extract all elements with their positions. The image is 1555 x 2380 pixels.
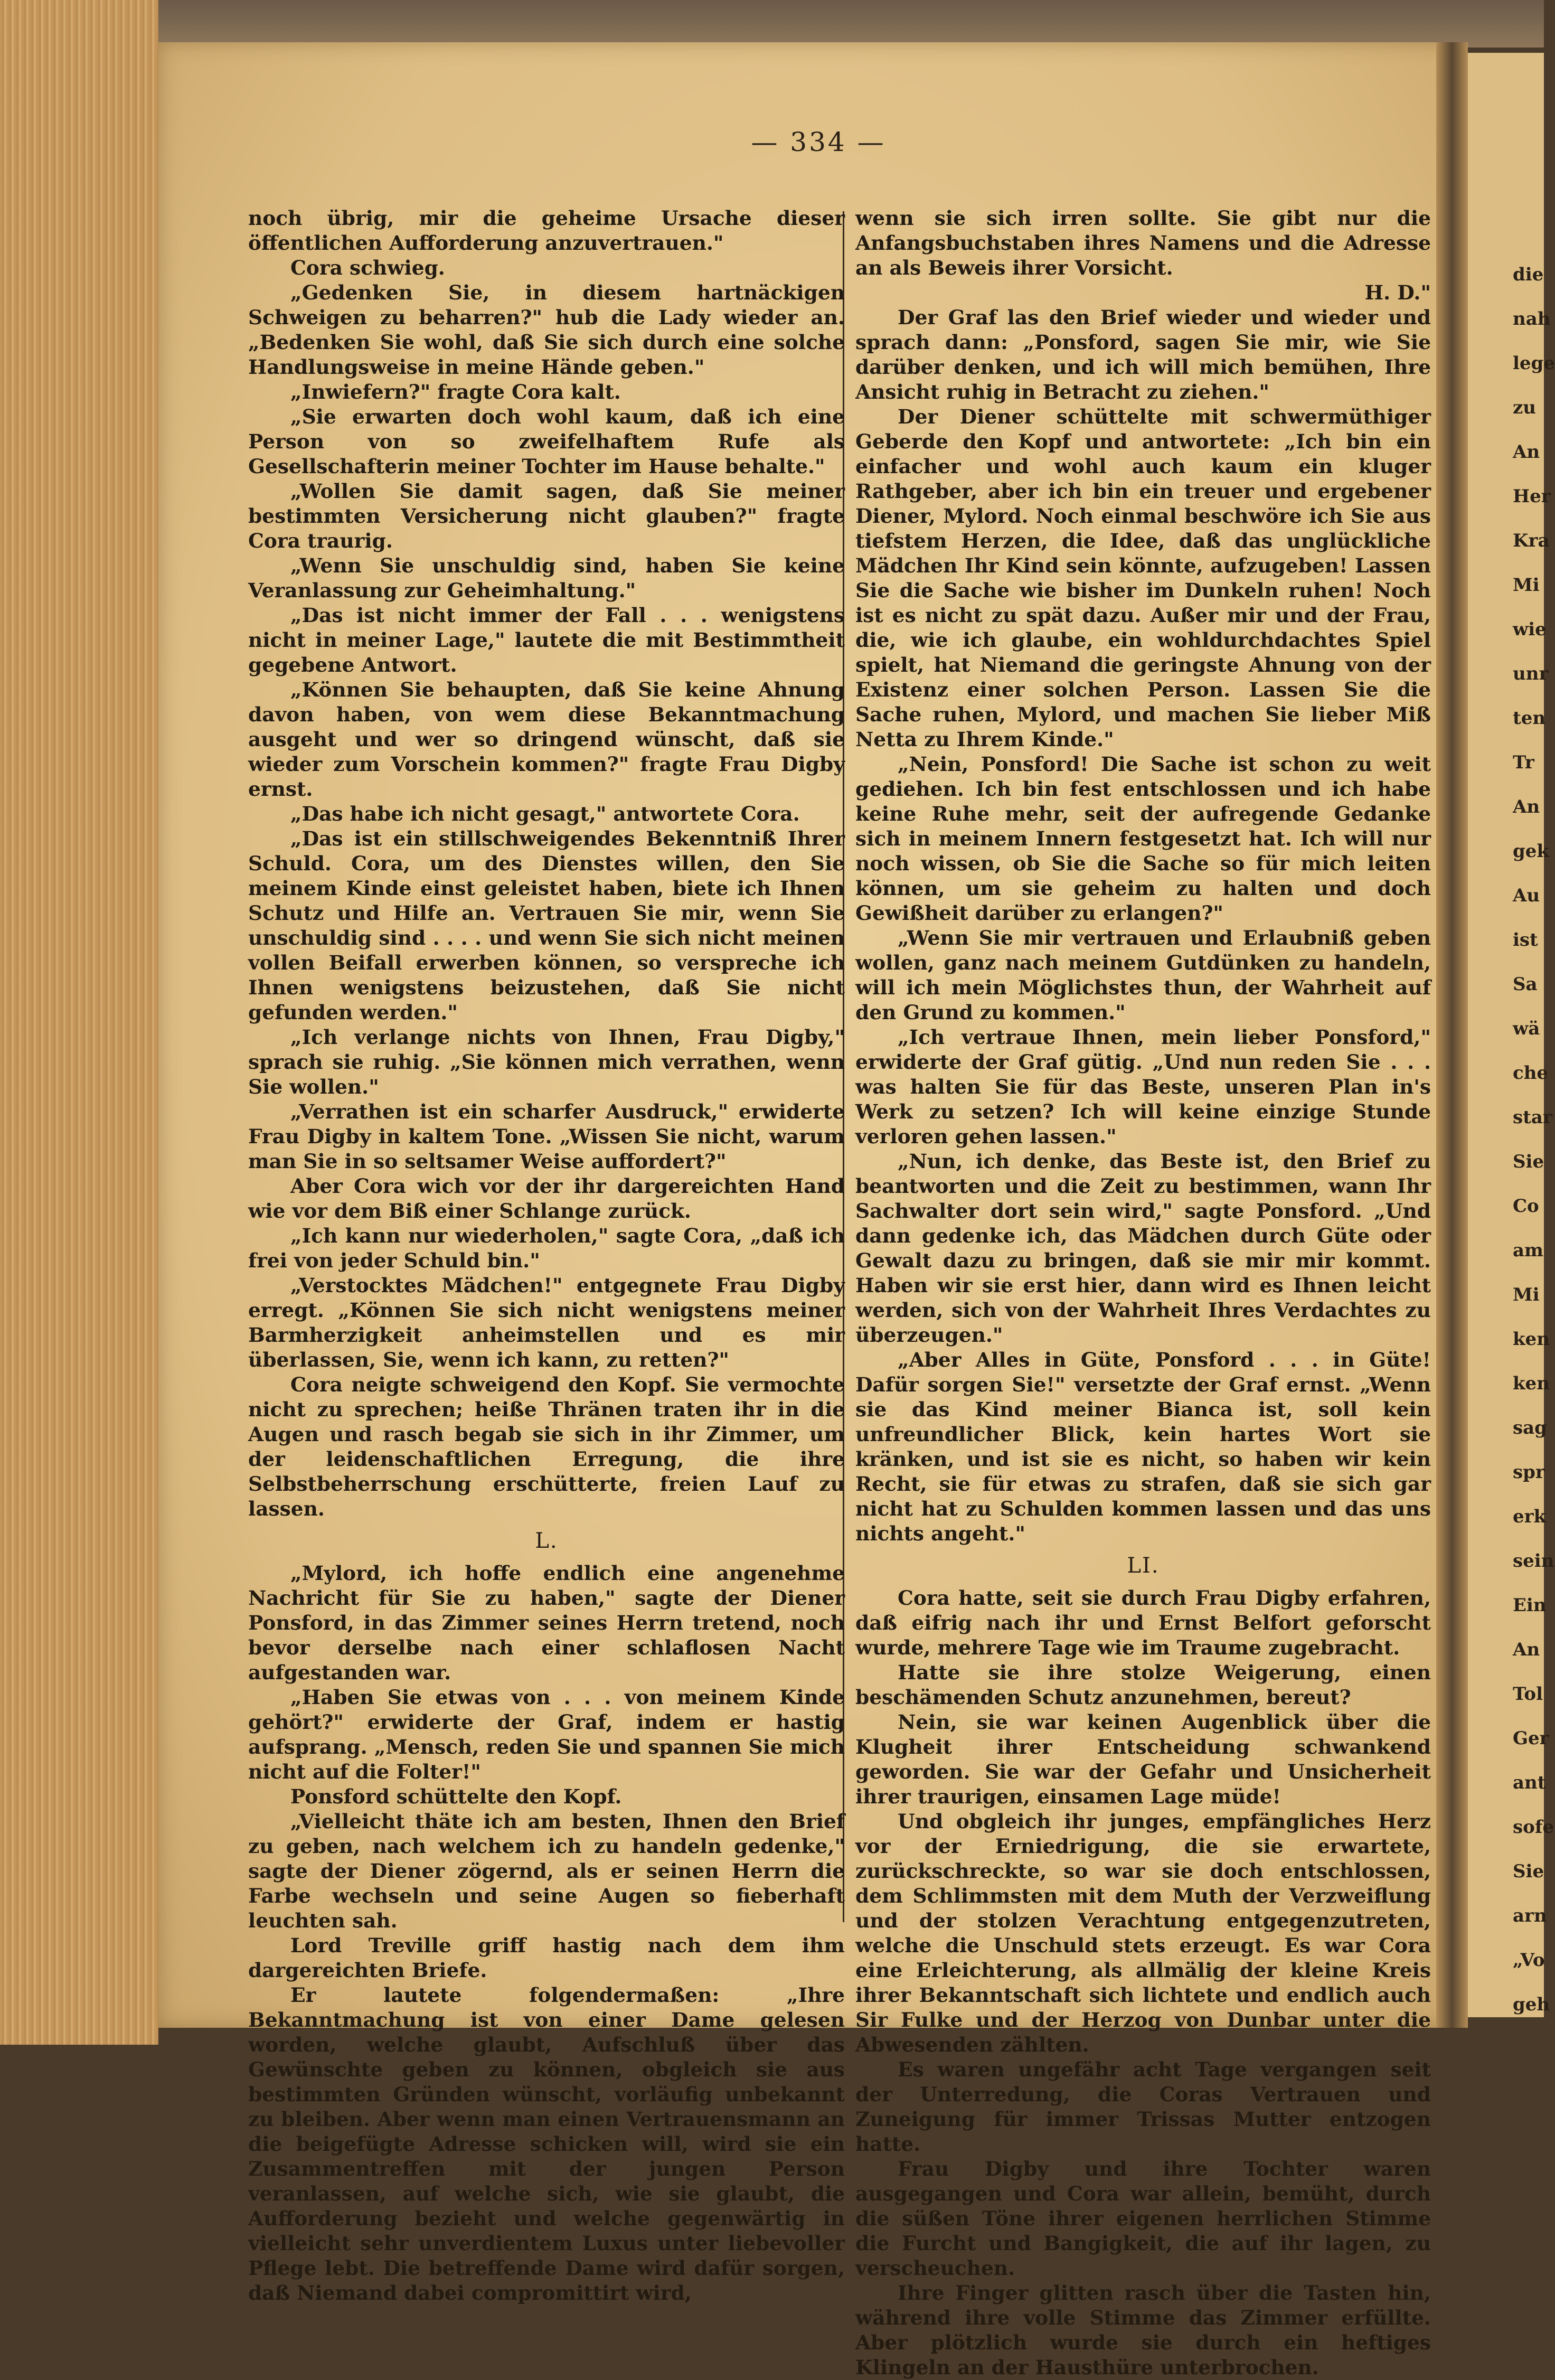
next-page-word: Sie [1513, 1861, 1544, 1882]
paragraph: „Vielleicht thäte ich am besten, Ihnen den Brief zu geben, nach welchem ich zu handeln gedenke," sagte der Diener zögernd, als er seinen Herrn die Farbe wechseln und seine Augen so fieberhaft leuchten sah. [248, 1810, 845, 1932]
next-page-word: wä [1513, 1018, 1540, 1039]
next-page-word: sofe [1513, 1817, 1554, 1838]
paragraph: wenn sie sich irren sollte. Sie gibt nur die Anfangsbuchstaben ihres Namens und die Adresse an als Beweis ihrer Vorsicht. [855, 206, 1431, 279]
paragraph: „Nein, Ponsford! Die Sache ist schon zu weit gediehen. Ich bin fest entschlossen und ich habe keine Ruhe mehr, seit der aufregende Gedanke sich in meinem Innern festgesetzt hat. Ich will nur noch wissen, ob Sie die Sache so für mich leiten können, um sie geheim zu halten und doch Gewißheit darüber zu erlangen?" [855, 752, 1431, 925]
left-text-column [248, 206, 845, 2304]
next-page-word: Sa [1513, 974, 1538, 995]
next-page-word: star [1513, 1107, 1552, 1128]
paragraph: Ponsford schüttelte den Kopf. [290, 1785, 622, 1808]
next-page-word: unr [1513, 663, 1549, 684]
paragraph: Frau Digby und ihre Tochter waren ausgegangen und Cora war allein, bemüht, durch die süßen Töne ihrer eigenen herrlichen Stimme die Furcht und Bangigkeit, die auf ihr lagen, zu verscheuchen. [855, 2157, 1431, 2280]
paragraph: „Ich vertraue Ihnen, mein lieber Ponsford," erwiderte der Graf gütig. „Und nun reden Sie . . . was halten Sie für das Beste, unseren Plan in's Werk zu setzen? Ich will keine einzige Stunde verloren gehen lassen." [855, 1026, 1431, 1148]
paragraph: „Mylord, ich hoffe endlich eine angenehme Nachricht für Sie zu haben," sagte der Diener Ponsford, in das Zimmer seines Herrn tretend, noch bevor derselbe nach einer schlaflosen Nacht aufgestanden war. [248, 1561, 845, 1684]
paragraph: Nein, sie war keinen Augenblick über die Klugheit ihrer Entscheidung schwankend geworden. Sie war der Gefahr und Unsicherheit ihrer traurigen, einsamen Lage müde! [855, 1710, 1431, 1808]
next-page-word: Mi [1513, 1284, 1540, 1305]
next-page-word: am [1513, 1240, 1544, 1261]
book-page-edges [0, 0, 158, 2045]
book-gutter [1436, 42, 1468, 2028]
paragraph: „Wenn Sie unschuldig sind, haben Sie keine Veranlassung zur Geheimhaltung." [248, 554, 845, 602]
paragraph: Er lautete folgendermaßen: „Ihre Bekanntmachung ist von einer Dame gelesen worden, welche glaubt, Aufschluß über das Gewünschte geben zu können, obgleich sie aus bestimmten Gründen wünscht, vorläufig unbekannt zu bleiben. Aber wenn man einen Vertrauensmann an die beigefügte Adresse schicken will, wird sie ein Zusammentreffen mit der jungen Person veranlassen, auf welche sich, wie sie glaubt, die Aufforderung bezieht und welche gegenwärtig in vielleicht sehr unverdientem Luxus unter liebevoller Pflege lebt. Die betreffende Dame wird dafür sorgen, daß Niemand dabei compromittirt wird, [248, 1983, 845, 2304]
next-page-word: lege [1513, 353, 1555, 374]
next-page-word: Mi [1513, 575, 1540, 596]
next-page-word: Sie [1513, 1151, 1544, 1172]
next-page-word: sein [1513, 1550, 1554, 1572]
paragraph: Der Graf las den Brief wieder und wieder und sprach dann: „Ponsford, sagen Sie mir, wie Sie darüber denken, und ich will mich bemühen, Ihre Ansicht ruhig in Betracht zu ziehen." [855, 306, 1431, 403]
next-page-word: Kra [1513, 530, 1550, 551]
next-page-word: ten [1513, 708, 1546, 729]
paragraph: „Wollen Sie damit sagen, daß Sie meiner bestimmten Versicherung nicht glauben?" fragte Cora traurig. [248, 479, 845, 552]
next-page-word: nah [1513, 308, 1551, 330]
paragraph: Lord Treville griff hastig nach dem ihm dargereichten Briefe. [248, 1934, 845, 1982]
next-page-word: ist [1513, 929, 1538, 951]
paragraph: „Das ist nicht immer der Fall . . . wenigstens nicht in meiner Lage," lautete die mit Bestimmtheit gegebene Antwort. [248, 604, 845, 676]
paragraph: Es waren ungefähr acht Tage vergangen seit der Unterredung, die Coras Vertrauen und Zuneigung für immer Trissas Mutter entzogen hatte. [855, 2058, 1431, 2156]
next-page-word: Her [1513, 486, 1551, 507]
paragraph: Aber Cora wich vor der ihr dargereichten Hand wie vor dem Biß einer Schlange zurück. [248, 1174, 845, 1222]
next-page-word: Ger [1513, 1728, 1549, 1749]
paragraph: „Verrathen ist ein scharfer Ausdruck," erwiderte Frau Digby in kaltem Tone. „Wissen Sie nicht, warum man Sie in so seltsamer Weise auffordert?" [248, 1100, 845, 1173]
paragraph: Cora schwieg. [290, 256, 445, 279]
next-page-word: zu [1513, 397, 1537, 418]
next-page-word: spr [1513, 1462, 1545, 1483]
next-page-word: die [1513, 264, 1544, 285]
paragraph: Cora neigte schweigend den Kopf. Sie vermochte nicht zu sprechen; heiße Thränen traten ihr in die Augen und rasch begab sie sich in ihr Zimmer, um der leidenschaftlichen Erregung, die ihre Selbstbeherrschung erschütterte, freien Lauf zu lassen. [248, 1373, 845, 1520]
letter-signature: H. D." [1364, 281, 1431, 304]
paragraph: „Können Sie behaupten, daß Sie keine Ahnung davon haben, von wem diese Bekanntmachung ausgeht und wer so dringend wünscht, daß sie wieder zum Vorschein kommen?" fragte Frau Digby ernst. [248, 678, 845, 801]
paragraph: „Ich kann nur wiederholen," sagte Cora, „daß ich frei von jeder Schuld bin." [248, 1224, 845, 1272]
paragraph: Ihre Finger glitten rasch über die Tasten hin, während ihre volle Stimme das Zimmer erfüllte. Aber plötzlich wurde sie durch ein heftiges Klingeln an der Hausthüre unterbrochen. [855, 2281, 1431, 2379]
chapter-heading: LI. [1127, 1554, 1160, 1578]
next-page-word: Au [1513, 885, 1540, 906]
next-page-word: wie [1513, 619, 1547, 640]
right-text-column [855, 206, 1431, 2379]
next-page-word: erk [1513, 1506, 1547, 1527]
paragraph: Der Diener schüttelte mit schwermüthiger Geberde den Kopf und antwortete: „Ich bin ein einfacher und wohl auch kaum ein kluger Rathgeber, aber ich bin ein treuer und ergebener Diener, Mylord. Noch einmal beschwöre ich Sie aus tiefstem Herzen, die Idee, daß das unglückliche Mädchen Ihr Kind sein könnte, aufzugeben! Lassen Sie die Sache wie bisher im Dunkeln ruhen! Noch ist es nicht zu spät dazu. Außer mir und der Frau, die, wie ich glaube, ein wohldurchdachtes Spiel spielt, hat Niemand die geringste Ahnung von der Existenz einer solchen Person. Lassen Sie die Sache ruhen, Mylord, und machen Sie lieber Miß Netta zu Ihrem Kinde." [855, 405, 1431, 751]
page-number: — 334 — [751, 127, 886, 157]
next-page-word: Co [1513, 1196, 1539, 1217]
next-page-word: ant [1513, 1772, 1546, 1793]
paragraph: „Ich verlange nichts von Ihnen, Frau Digby," sprach sie ruhig. „Sie können mich verrathen, wenn Sie wollen." [248, 1026, 845, 1098]
next-page-word: Tr [1513, 752, 1534, 773]
paragraph: „Das ist ein stillschweigendes Bekenntniß Ihrer Schuld. Cora, um des Dienstes willen, den Sie meinem Kinde einst geleistet haben, biete ich Ihnen Schutz und Hilfe an. Vertrauen Sie mir, wenn Sie unschuldig sind . . . . und wenn Sie sich nicht meinen vollen Beifall erwerben können, so verspreche ich Ihnen wenigstens beizustehen, daß Sie nicht gefunden werden." [248, 827, 845, 1024]
paragraph: Und obgleich ihr junges, empfängliches Herz vor der Erniedrigung, die sie erwartete, zurückschreckte, so war sie doch entschlossen, dem Schlimmsten mit dem Muth der Verzweiflung und der stolzen Verachtung entgegenzutreten, welche die Unschuld stets erzeugt. Es war Cora eine Erleichterung, als allmälig der kleine Kreis ihrer Bekanntschaft sich lichtete und endlich auch Sir Fulke und der Herzog von Dunbar unter die Abwesenden zählten. [855, 1810, 1431, 2056]
paragraph: „Inwiefern?" fragte Cora kalt. [290, 380, 621, 403]
paragraph: „Das habe ich nicht gesagt," antwortete Cora. [290, 802, 800, 825]
next-page-word: ken [1513, 1373, 1550, 1394]
next-page-word: Ein [1513, 1595, 1547, 1616]
paragraph: „Gedenken Sie, in diesem hartnäckigen Schweigen zu beharren?" hub die Lady wieder an. „Bedenken Sie wohl, daß Sie sich durch eine solche Handlungsweise in meine Hände geben." [248, 281, 845, 379]
paragraph: Hatte sie ihre stolze Weigerung, einen beschämenden Schutz anzunehmen, bereut? [855, 1661, 1431, 1709]
paragraph: „Wenn Sie mir vertrauen und Erlaubniß geben wollen, ganz nach meinem Gutdünken zu handeln, will ich mein Möglichstes thun, der Wahrheit auf den Grund zu kommen." [855, 926, 1431, 1024]
next-page-word: An [1513, 796, 1540, 817]
next-page-word: che [1513, 1062, 1549, 1084]
chapter-heading: L. [535, 1529, 558, 1553]
next-page-word: sag [1513, 1417, 1547, 1438]
next-page-word: An [1513, 1639, 1540, 1660]
paragraph: „Sie erwarten doch wohl kaum, daß ich eine Person von so zweifelhaftem Rufe als Gesellschafterin meiner Tochter im Hause behalte." [248, 405, 845, 478]
next-page-fragment [1468, 53, 1555, 2017]
next-page-word: Tol [1513, 1683, 1543, 1705]
paragraph: „Haben Sie etwas von . . . von meinem Kinde gehört?" erwiderte der Graf, indem er hastig aufsprang. „Mensch, reden Sie und spannen Sie mich nicht auf die Folter!" [248, 1686, 845, 1783]
next-page-word: arn [1513, 1905, 1547, 1926]
next-page-word: geh [1513, 1994, 1550, 2015]
next-page-word: An [1513, 441, 1540, 463]
next-page-word: „Vo [1513, 1950, 1545, 1971]
book-top-edge [0, 0, 1544, 48]
next-page-word: ken [1513, 1329, 1550, 1350]
paragraph: „Verstocktes Mädchen!" entgegnete Frau Digby erregt. „Können Sie sich nicht wenigstens meiner Barmherzigkeit anheimstellen und es mir überlassen, Sie, wenn ich kann, zu retten?" [248, 1274, 845, 1371]
paragraph: Cora hatte, seit sie durch Frau Digby erfahren, daß eifrig nach ihr und Ernst Belfort geforscht wurde, mehrere Tage wie im Traume zugebracht. [855, 1586, 1431, 1659]
paragraph: „Aber Alles in Güte, Ponsford . . . in Güte! Dafür sorgen Sie!" versetzte der Graf ernst. „Wenn sie das Kind meiner Bianca ist, soll kein unfreundlicher Blick, kein hartes Wort sie kränken, und ist sie es nicht, so haben wir kein Recht, sie für etwas zu strafen, daß sie sich gar nicht hat zu Schulden kommen lassen und das uns nichts angeht." [855, 1348, 1431, 1545]
paragraph: „Nun, ich denke, das Beste ist, den Brief zu beantworten und die Zeit zu bestimmen, wann Ihr Sachwalter dort sein wird," sagte Ponsford. „Und dann gedenke ich, das Mädchen durch Güte oder Gewalt dazu zu bringen, daß sie mir mir kommt. Haben wir sie erst hier, dann wird es Ihnen leicht werden, sich von der Wahrheit Ihres Verdachtes zu überzeugen." [855, 1150, 1431, 1347]
paragraph: noch übrig, mir die geheime Ursache dieser öffentlichen Aufforderung anzuvertrauen." [248, 206, 845, 255]
next-page-word: gek [1513, 841, 1549, 862]
